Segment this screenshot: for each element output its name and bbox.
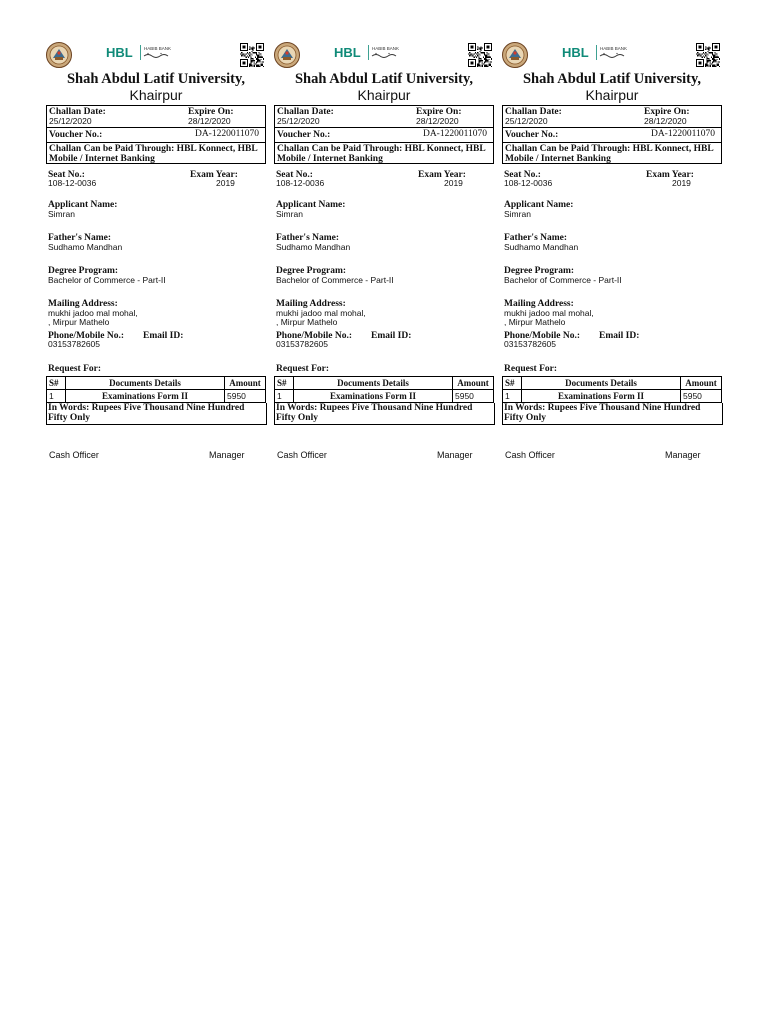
address-label: Mailing Address: [48, 299, 118, 309]
father-label: Father's Name: [48, 233, 112, 243]
voucher-number: DA-1220011070 [650, 129, 715, 139]
col-sno: S# [503, 377, 522, 390]
address-line-1: mukhi jadoo mal mohal, [48, 308, 138, 318]
contact-field [46, 331, 266, 364]
father-field [274, 233, 494, 266]
degree-program: Bachelor of Commerce - Part-II [48, 275, 166, 285]
col-sno: S# [275, 377, 294, 390]
request-label: Request For: [276, 364, 330, 374]
expire-label: Expire On: [644, 107, 690, 117]
email-label: Email ID: [599, 331, 640, 341]
father-field [46, 233, 266, 266]
col-sno: S# [47, 377, 66, 390]
degree-program: Bachelor of Commerce - Part-II [504, 275, 622, 285]
challan-copy [502, 40, 722, 480]
applicant-field [274, 200, 494, 233]
challan-date-value: 25/12/2020 [49, 116, 92, 126]
contact-field [502, 331, 722, 364]
table-header-row [503, 377, 722, 390]
qr-code-icon [240, 43, 264, 67]
expire-label: Expire On: [188, 107, 234, 117]
documents-table [502, 376, 722, 403]
father-label: Father's Name: [504, 233, 568, 243]
degree-label: Degree Program: [504, 266, 575, 276]
row-amount: 5950 [225, 390, 266, 403]
university-seal-icon [46, 42, 72, 68]
seat-label: Seat No.: [276, 170, 313, 180]
email-label: Email ID: [371, 331, 412, 341]
amount-in-words-box [46, 403, 267, 425]
hbl-logo-text: HBL [106, 45, 133, 60]
degree-field [502, 266, 722, 299]
address-field [274, 299, 494, 331]
challan-date-label: Challan Date: [49, 107, 106, 117]
applicant-label: Applicant Name: [276, 200, 346, 210]
payment-channels-row [275, 143, 493, 163]
address-line-2: , Mirpur Mathelo [276, 317, 338, 327]
payment-channels-text: Challan Can be Paid Through: HBL Konnect, HBL Mobile / Internet Banking [277, 144, 486, 164]
expire-label: Expire On: [416, 107, 462, 117]
seat-number: 108-12-0036 [48, 178, 97, 188]
phone-label: Phone/Mobile No.: [504, 331, 580, 341]
habib-bank-text: HABIB BANK [600, 46, 628, 51]
header-logos [502, 40, 722, 70]
contact-field [274, 331, 494, 364]
father-label: Father's Name: [276, 233, 340, 243]
phone-label: Phone/Mobile No.: [276, 331, 352, 341]
expire-date-value: 28/12/2020 [188, 116, 231, 126]
col-documents: Documents Details [522, 377, 681, 390]
applicant-name: Simran [504, 209, 531, 219]
father-name: Sudhamo Mandhan [48, 242, 123, 252]
challan-info-box [274, 105, 494, 164]
university-name: Shah Abdul Latif University, [66, 71, 246, 87]
challan-info-box [46, 105, 266, 164]
amount-in-words-box [502, 403, 723, 425]
applicant-label: Applicant Name: [504, 200, 574, 210]
voucher-label: Voucher No.: [277, 130, 331, 140]
seat-label: Seat No.: [504, 170, 541, 180]
applicant-field [502, 200, 722, 233]
university-seal-icon [502, 42, 528, 68]
exam-year-label: Exam Year: [190, 170, 238, 180]
amount-in-words: In Words: Rupees Five Thousand Nine Hundred Fifty Only [48, 403, 245, 423]
manager-label: Manager [437, 450, 473, 460]
payment-channels-text: Challan Can be Paid Through: HBL Konnect, HBL Mobile / Internet Banking [49, 144, 258, 164]
hbl-logo [106, 44, 186, 62]
cash-officer-label: Cash Officer [277, 450, 327, 460]
manager-label: Manager [209, 450, 245, 460]
table-header-row [275, 377, 494, 390]
table-row [47, 390, 266, 403]
seat-number: 108-12-0036 [504, 178, 553, 188]
degree-label: Degree Program: [48, 266, 119, 276]
email-label: Email ID: [143, 331, 184, 341]
col-documents: Documents Details [294, 377, 453, 390]
seat-label: Seat No.: [48, 170, 85, 180]
father-field [502, 233, 722, 266]
exam-year-label: Exam Year: [646, 170, 694, 180]
signature-row [46, 450, 266, 462]
documents-table [46, 376, 266, 403]
col-amount: Amount [453, 377, 494, 390]
address-field [502, 299, 722, 331]
challan-date-label: Challan Date: [277, 107, 334, 117]
university-city: Khairpur [585, 87, 639, 103]
exam-year-label: Exam Year: [418, 170, 466, 180]
payment-channels-row [47, 143, 265, 163]
address-line-1: mukhi jadoo mal mohal, [276, 308, 366, 318]
seat-exam-field [274, 170, 494, 192]
father-name: Sudhamo Mandhan [504, 242, 579, 252]
challan-date-value: 25/12/2020 [277, 116, 320, 126]
challan-copy [274, 40, 494, 480]
challan-date-row [503, 106, 721, 128]
applicant-field [46, 200, 266, 233]
payment-channels-row [503, 143, 721, 163]
table-row [503, 390, 722, 403]
row-sno: 1 [275, 390, 294, 403]
documents-table [274, 376, 494, 403]
voucher-label: Voucher No.: [49, 130, 103, 140]
exam-year-value: 2019 [672, 178, 691, 188]
challan-copy [46, 40, 266, 480]
degree-program: Bachelor of Commerce - Part-II [276, 275, 394, 285]
request-label: Request For: [48, 364, 102, 374]
seat-exam-field [502, 170, 722, 192]
seat-exam-field [46, 170, 266, 192]
hbl-logo [334, 44, 414, 62]
challan-date-label: Challan Date: [505, 107, 562, 117]
habib-bank-text: HABIB BANK [144, 46, 172, 51]
challan-date-row [275, 106, 493, 128]
exam-year-value: 2019 [444, 178, 463, 188]
row-sno: 1 [47, 390, 66, 403]
qr-code-icon [696, 43, 720, 67]
header-logos [46, 40, 266, 70]
cash-officer-label: Cash Officer [505, 450, 555, 460]
amount-in-words-box [274, 403, 495, 425]
voucher-row [275, 128, 493, 143]
university-city: Khairpur [129, 87, 183, 103]
university-city: Khairpur [357, 87, 411, 103]
address-line-1: mukhi jadoo mal mohal, [504, 308, 594, 318]
degree-field [46, 266, 266, 299]
university-name: Shah Abdul Latif University, [522, 71, 702, 87]
col-amount: Amount [681, 377, 722, 390]
habib-bank-text: HABIB BANK [372, 46, 400, 51]
challan-info-box [502, 105, 722, 164]
voucher-label: Voucher No.: [505, 130, 559, 140]
row-document: Examinations Form II [522, 390, 681, 403]
address-field [46, 299, 266, 331]
applicant-name: Simran [276, 209, 303, 219]
seat-number: 108-12-0036 [276, 178, 325, 188]
payment-channels-text: Challan Can be Paid Through: HBL Konnect, HBL Mobile / Internet Banking [505, 144, 714, 164]
phone-number: 03153782605 [504, 339, 557, 349]
qr-code-icon [468, 43, 492, 67]
university-name: Shah Abdul Latif University, [294, 71, 474, 87]
hbl-logo-text: HBL [562, 45, 589, 60]
university-seal-icon [274, 42, 300, 68]
amount-in-words: In Words: Rupees Five Thousand Nine Hundred Fifty Only [504, 403, 701, 423]
degree-field [274, 266, 494, 299]
degree-label: Degree Program: [276, 266, 347, 276]
phone-number: 03153782605 [48, 339, 101, 349]
address-line-2: , Mirpur Mathelo [48, 317, 110, 327]
expire-date-value: 28/12/2020 [644, 116, 687, 126]
row-amount: 5950 [453, 390, 494, 403]
row-sno: 1 [503, 390, 522, 403]
row-amount: 5950 [681, 390, 722, 403]
applicant-name: Simran [48, 209, 75, 219]
exam-year-value: 2019 [216, 178, 235, 188]
table-header-row [47, 377, 266, 390]
col-documents: Documents Details [66, 377, 225, 390]
hbl-logo-text: HBL [334, 45, 361, 60]
address-line-2: , Mirpur Mathelo [504, 317, 566, 327]
phone-number: 03153782605 [276, 339, 329, 349]
request-label: Request For: [504, 364, 558, 374]
signature-row [274, 450, 494, 462]
table-row [275, 390, 494, 403]
challan-date-row [47, 106, 265, 128]
address-label: Mailing Address: [276, 299, 346, 309]
col-amount: Amount [225, 377, 266, 390]
expire-date-value: 28/12/2020 [416, 116, 459, 126]
voucher-row [503, 128, 721, 143]
voucher-number: DA-1220011070 [194, 129, 259, 139]
voucher-number: DA-1220011070 [422, 129, 487, 139]
row-document: Examinations Form II [294, 390, 453, 403]
father-name: Sudhamo Mandhan [276, 242, 351, 252]
hbl-logo [562, 44, 642, 62]
cash-officer-label: Cash Officer [49, 450, 99, 460]
phone-label: Phone/Mobile No.: [48, 331, 124, 341]
amount-in-words: In Words: Rupees Five Thousand Nine Hundred Fifty Only [276, 403, 473, 423]
signature-row [502, 450, 722, 462]
header-logos [274, 40, 494, 70]
applicant-label: Applicant Name: [48, 200, 118, 210]
voucher-row [47, 128, 265, 143]
address-label: Mailing Address: [504, 299, 574, 309]
row-document: Examinations Form II [66, 390, 225, 403]
manager-label: Manager [665, 450, 701, 460]
challan-date-value: 25/12/2020 [505, 116, 548, 126]
